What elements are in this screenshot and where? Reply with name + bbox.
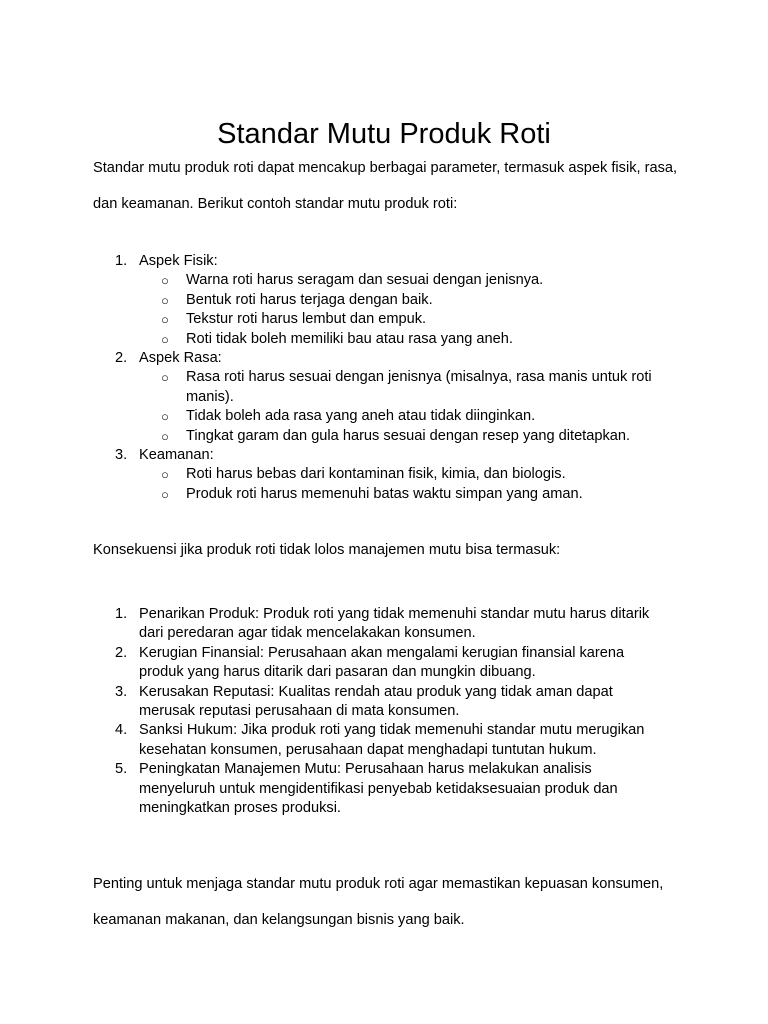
list-item-text: Roti harus bebas dari kontaminan fisik, kimia, dan biologis. xyxy=(186,466,566,483)
aspect-label: Aspek Fisik: xyxy=(139,253,218,269)
list-item-text: Rasa roti harus sesuai dengan jenisnya (misalnya, rasa manis untuk roti manis). xyxy=(186,369,652,405)
list-item-text: Tekstur roti harus lembut dan empuk. xyxy=(186,311,427,328)
closing-paragraph: Penting untuk menjaga standar mutu produk roti agar memastikan kepuasan konsumen, keamanan makanan, dan kelangsungan bisnis yang baik. xyxy=(93,876,664,928)
list-item xyxy=(0,291,666,310)
list-item-text: Roti tidak boleh memiliki bau atau rasa yang aneh. xyxy=(186,330,513,347)
consequence-item xyxy=(0,760,659,818)
standard-aspect-taste xyxy=(0,349,659,368)
list-number: 2. xyxy=(115,644,128,661)
circle-bullet-icon: ○ xyxy=(161,409,169,425)
list-item-text: Bentuk roti harus terjaga dengan baik. xyxy=(186,291,433,308)
circle-bullet-icon: ○ xyxy=(161,312,169,328)
list-number: 3. xyxy=(115,447,128,464)
list-item-text: Warna roti harus seragam dan sesuai dengan jenisnya. xyxy=(186,272,544,289)
consequence-text: Peningkatan Manajemen Mutu: Perusahaan harus melakukan analisis menyeluruh untuk mengidentifikasi penyebab ketidaksesuaian produk dan meningkatkan proses produksi. xyxy=(139,761,618,817)
list-item xyxy=(0,368,666,407)
list-item-text: Tingkat garam dan gula harus sesuai dengan resep yang ditetapkan. xyxy=(186,427,631,444)
consequence-item xyxy=(0,605,659,644)
standards-list xyxy=(0,252,768,504)
circle-bullet-icon: ○ xyxy=(161,370,169,386)
list-item xyxy=(0,310,666,329)
list-number: 2. xyxy=(115,350,128,367)
consequence-text: Penarikan Produk: Produk roti yang tidak memenuhi standar mutu harus ditarik dari peredaran agar tidak mencelakakan konsumen. xyxy=(139,606,650,642)
list-item xyxy=(0,485,666,504)
aspect-label: Keamanan: xyxy=(139,447,214,464)
list-item xyxy=(0,427,666,446)
circle-bullet-icon: ○ xyxy=(161,486,169,502)
list-item xyxy=(0,330,666,349)
standard-aspect-physical xyxy=(0,252,659,271)
consequence-text: Kerusakan Reputasi: Kualitas rendah atau produk yang tidak aman dapat merusak reputasi perusahaan di mata konsumen. xyxy=(139,683,613,720)
standard-aspect-safety xyxy=(0,446,659,465)
intro-paragraph: Standar mutu produk roti dapat mencakup berbagai parameter, termasuk aspek fisik, rasa, dan keamanan. Berikut contoh standar mutu produk roti: xyxy=(93,160,678,212)
list-item-text: Tidak boleh ada rasa yang aneh atau tidak diinginkan. xyxy=(186,408,536,425)
circle-bullet-icon: ○ xyxy=(161,467,169,483)
list-number: 4. xyxy=(115,722,128,739)
circle-bullet-icon: ○ xyxy=(161,292,169,308)
consequence-text: Kerugian Finansial: Perusahaan akan mengalami kerugian finansial karena produk yang harus ditarik dari pasaran dan mungkin dibuang. xyxy=(139,644,625,681)
consequence-intro: Konsekuensi jika produk roti tidak lolos manajemen mutu bisa termasuk: xyxy=(93,542,561,558)
aspect-label: Aspek Rasa: xyxy=(139,350,222,367)
consequence-item xyxy=(0,683,659,722)
consequence-text: Sanksi Hukum: Jika produk roti yang tidak memenuhi standar mutu merugikan kesehatan konsumen, perusahaan dapat menghadapi tuntutan hukum. xyxy=(139,722,645,758)
list-item-text: Produk roti harus memenuhi batas waktu simpan yang aman. xyxy=(186,485,583,502)
circle-bullet-icon: ○ xyxy=(161,273,169,289)
consequence-item xyxy=(0,721,659,760)
consequences-list xyxy=(0,605,768,818)
list-number: 5. xyxy=(115,761,128,778)
circle-bullet-icon: ○ xyxy=(161,331,169,347)
list-number: 3. xyxy=(115,683,128,700)
list-number: 1. xyxy=(115,606,128,622)
list-number: 1. xyxy=(115,253,128,269)
list-item xyxy=(0,271,666,290)
circle-bullet-icon: ○ xyxy=(161,428,169,444)
document-title: Standar Mutu Produk Roti xyxy=(217,118,551,150)
consequence-item xyxy=(0,644,659,683)
list-item xyxy=(0,465,666,484)
list-item xyxy=(0,407,666,426)
